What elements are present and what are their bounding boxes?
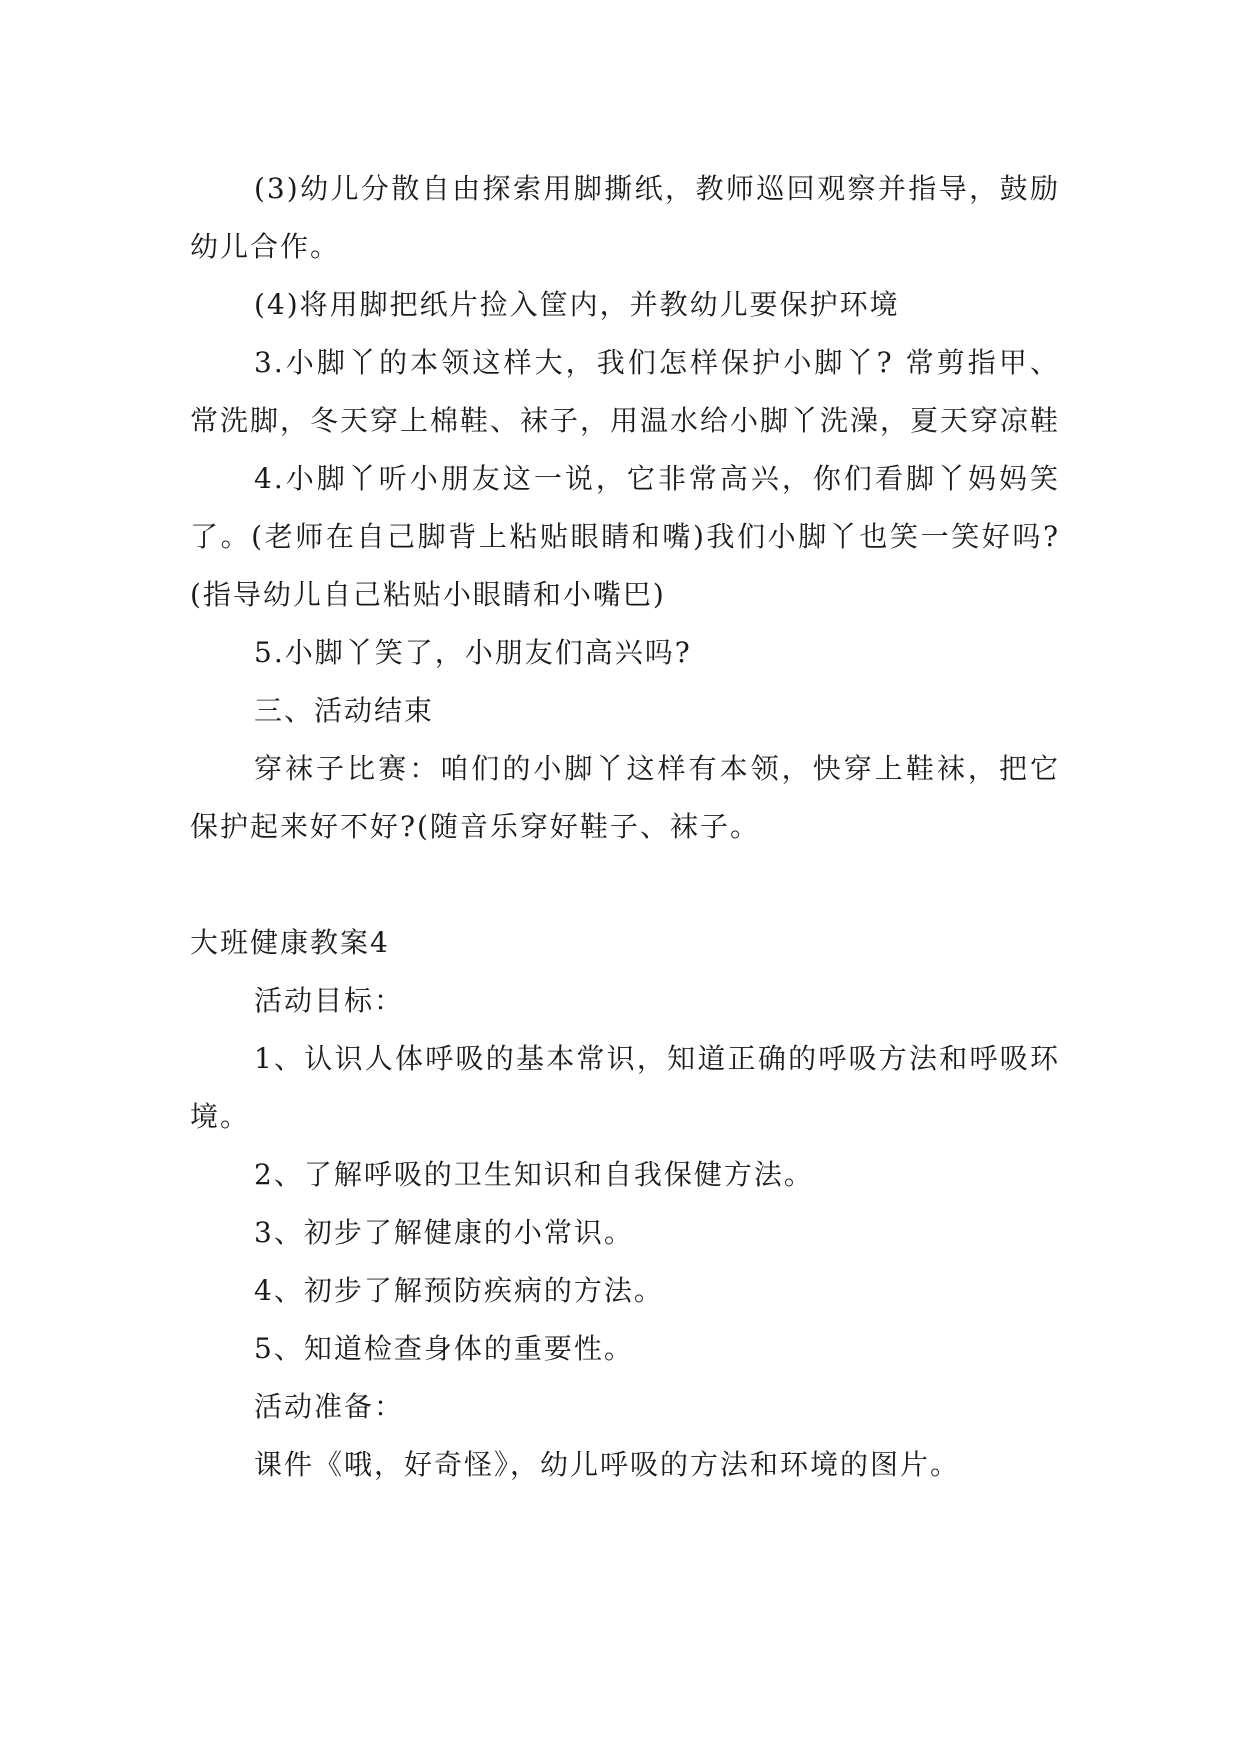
paragraph-preparation-heading: 活动准备： [254,1390,405,1423]
lesson-plan-title: 大班健康教案4 [190,926,390,959]
paragraph-protect-feet: 3.小脚丫的本领这样大，我们怎样保护小脚丫? 常剪指甲、常洗脚，冬天穿上棉鞋、袜子，用温水给小脚丫洗澡，夏天穿凉鞋 [190,346,1061,437]
paragraph-goal-5: 5、知道检查身体的重要性。 [254,1332,634,1365]
paragraph-happy-question: 5.小脚丫笑了，小朋友们高兴吗? [254,636,692,669]
paragraph-goal-4: 4、初步了解预防疾病的方法。 [254,1274,664,1307]
paragraph-goal-2: 2、了解呼吸的卫生知识和自我保健方法。 [254,1158,814,1191]
paragraph-step-3: (3)幼儿分散自由探索用脚撕纸，教师巡回观察并指导，鼓励幼儿合作。 [190,172,1060,263]
paragraph-sock-contest: 穿袜子比赛：咱们的小脚丫这样有本领，快穿上鞋袜，把它保护起来好不好?(随音乐穿好鞋子、袜子。 [190,752,1060,843]
section-spacer [190,856,1060,914]
paragraph-step-4: (4)将用脚把纸片捡入筐内，并教幼儿要保护环境 [254,288,900,321]
paragraph-preparation-materials: 课件《哦，好奇怪》，幼儿呼吸的方法和环境的图片。 [254,1448,961,1481]
document-body [190,160,1060,1494]
paragraph-activity-end-heading: 三、活动结束 [254,694,435,727]
paragraph-feet-smile: 4.小脚丫听小朋友这一说，它非常高兴，你们看脚丫妈妈笑了。(老师在自己脚背上粘贴眼睛和嘴)我们小脚丫也笑一笑好吗?(指导幼儿自己粘贴小眼睛和小嘴巴) [190,462,1060,611]
paragraph-goal-1: 1、认识人体呼吸的基本常识，知道正确的呼吸方法和呼吸环境。 [190,1042,1060,1133]
paragraph-goal-3: 3、初步了解健康的小常识。 [254,1216,634,1249]
paragraph-goals-heading: 活动目标： [254,984,405,1017]
